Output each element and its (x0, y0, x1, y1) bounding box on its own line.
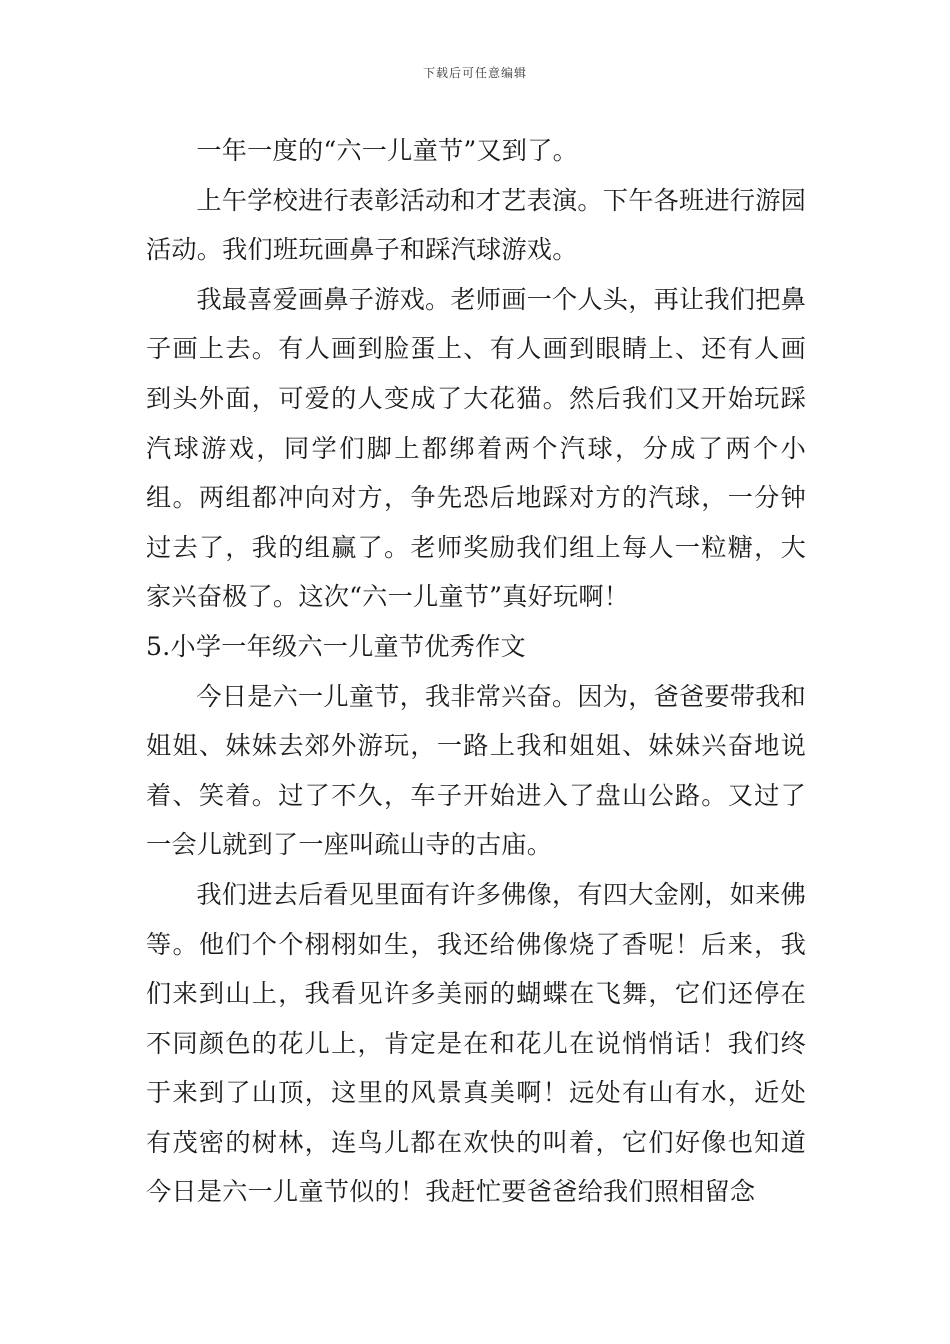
paragraph-1: 一年一度的“六一儿童节”又到了。 (196, 136, 578, 165)
paragraph-2: 上午学校进行表彰活动和才艺表演。下午各班进行游园活动。我们班玩画鼻子和踩汽球游戏。 (146, 185, 806, 265)
paragraph-4: 今日是六一儿童节，我非常兴奋。因为，爸爸要带我和姐姐、妹妹去郊外游玩，一路上我和姐姐、妹妹兴奋地说着、笑着。过了不久，车子开始进入了盘山公路。又过了一会儿就到了一座叫疏山寺的古庙。 (146, 681, 806, 860)
section-heading: 5.小学一年级六一儿童节优秀作文 (146, 631, 526, 661)
paragraph-5: 我们进去后看见里面有许多佛像，有四大金刚，如来佛等。他们个个栩栩如生，我还给佛像烧了香呢！后来，我们来到山上，我看见许多美丽的蝴蝶在飞舞，它们还停在不同颜色的花儿上，肯定是在和花儿在说悄悄话！我们终于来到了山顶，这里的风景真美啊！远处有山有水，近处有茂密的树林，连鸟儿都在欢快的叫着，它们好像也知道今日是六一儿童节似的！我赶忙要爸爸给我们照相留念 (146, 879, 806, 1207)
paragraph-3: 我最喜爱画鼻子游戏。老师画一个人头，再让我们把鼻子画上去。有人画到脸蛋上、有人画到眼睛上、还有人画到头外面，可爱的人变成了大花猫。然后我们又开始玩踩汽球游戏，同学们脚上都绑着两个汽球，分成了两个小组。两组都冲向对方，争先恐后地踩对方的汽球，一分钟过去了，我的组赢了。老师奖励我们组上每人一粒糖，大家兴奋极了。这次“六一儿童节”真好玩啊！ (146, 284, 806, 612)
page-header: 下载后可任意编辑 (422, 66, 527, 80)
document-body (146, 126, 806, 1217)
